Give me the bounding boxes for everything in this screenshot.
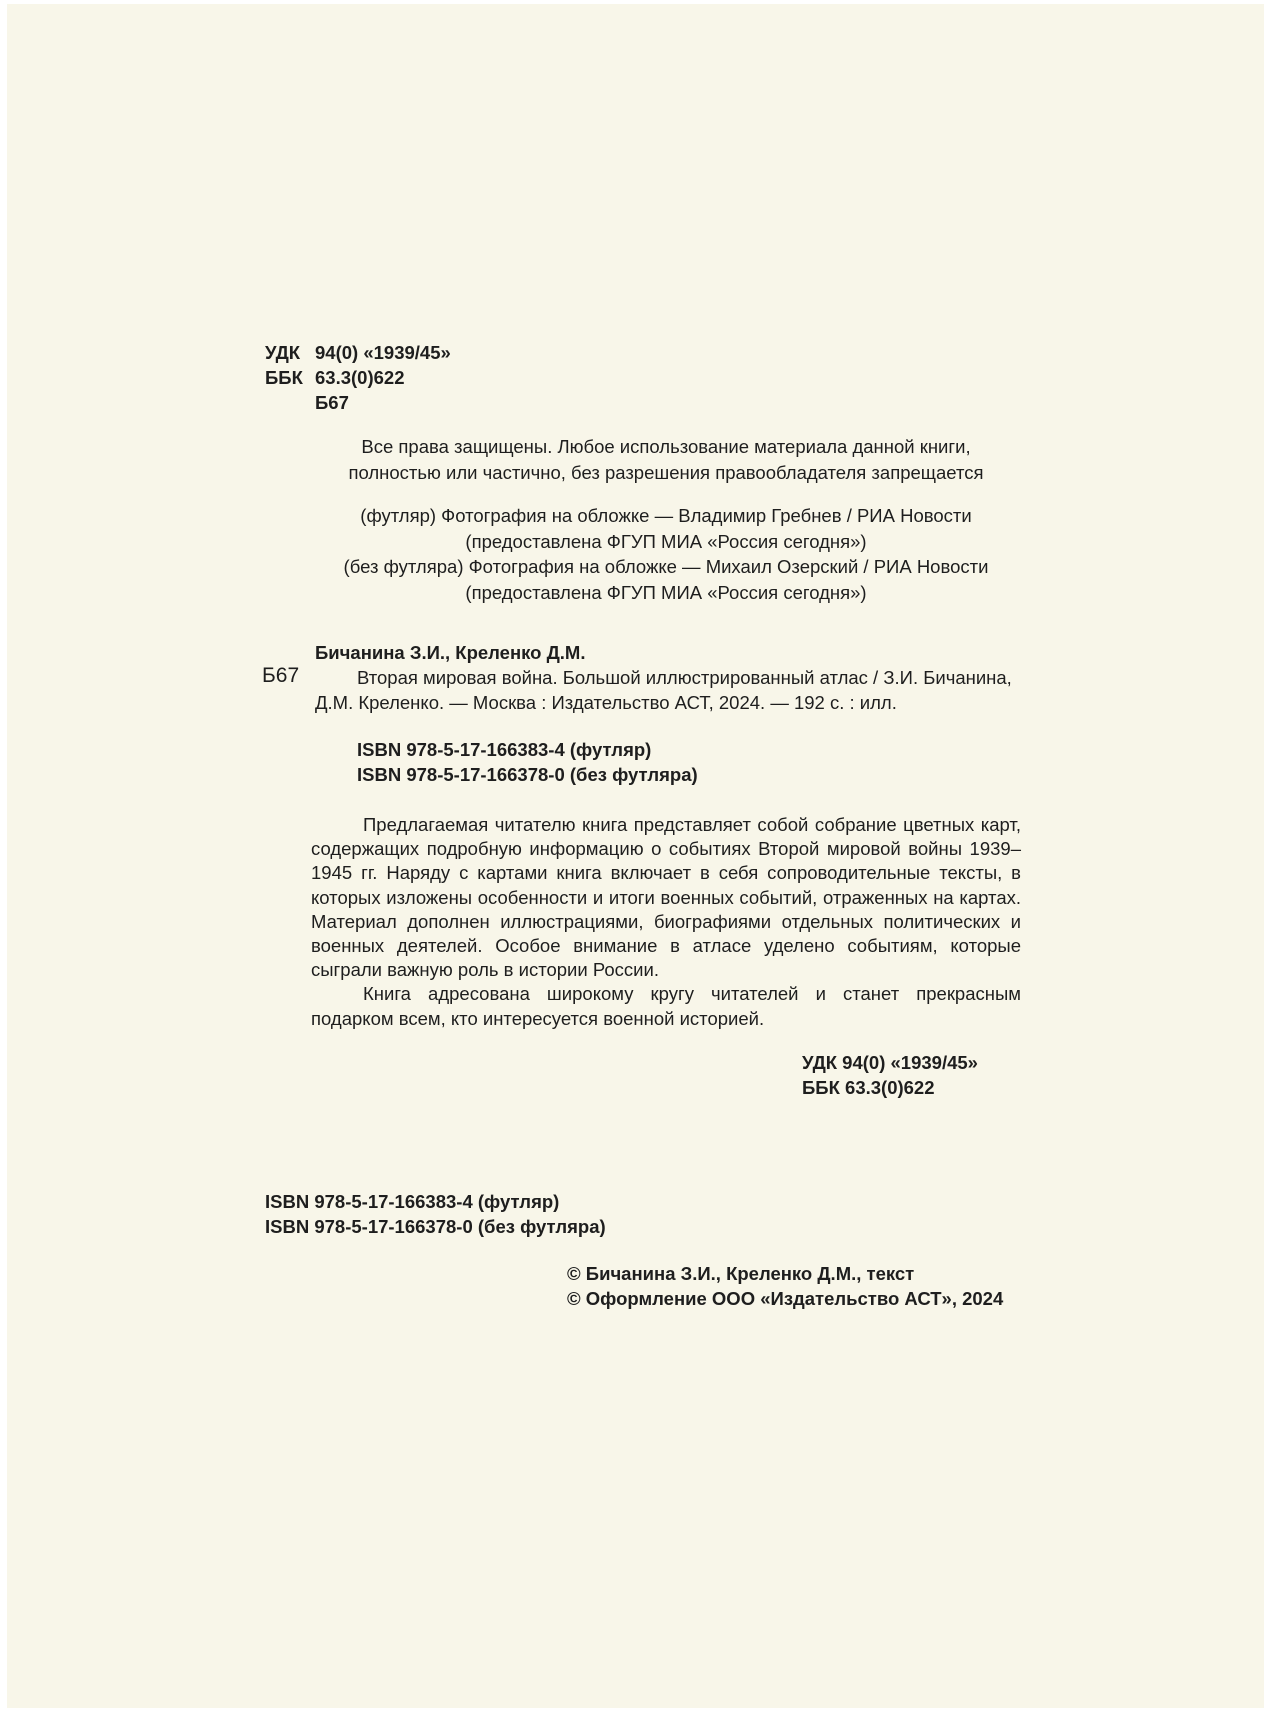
- rights-notice: [311, 434, 1021, 485]
- udk-line: [265, 342, 451, 364]
- annotation-paragraph-2: Книга адресована широкому кругу читателей и станет прекрасным подарком всем, кто интересуется военной историей.: [311, 983, 1021, 1029]
- rights-line-2: полностью или частично, без разрешения правообладателя запрещается: [348, 461, 984, 483]
- photo-credit-line-3: (без футляра) Фотография на обложке — Михаил Озерский / РИА Новости: [343, 556, 989, 577]
- photo-credit-line-2: (предоставлена ФГУП МИА «Россия сегодня»): [465, 530, 867, 552]
- rights-line-1: Все права защищены. Любое использование материала данной книги,: [361, 436, 971, 457]
- photo-credits: [311, 503, 1021, 605]
- catalog-authors: Бичанина З.И., Креленко Д.М.: [315, 642, 586, 663]
- author-sign: Б67: [315, 392, 349, 413]
- annotation-paragraph-1: Предлагаемая читателю книга представляет собой собрание цветных карт, содержащих подробную информацию о событиях Второй мировой войны 1939–1945 гг. Наряду с картами книга включает в себя сопроводительные тексты, в которых изложены особенности и итоги военных событий, отраженных на картах. Материал дополнен иллюстрациями, биографиями отдельных политических и военных деятелей. Особое внимание в атласе уделено событиям, которые сыграли важную роль в истории России.: [311, 814, 1021, 981]
- catalog-sign: Б67: [262, 664, 300, 687]
- annotation-bbk: ББК 63.3(0)622: [802, 1077, 935, 1098]
- catalog-desc-line-2: Д.М. Креленко. — Москва : Издательство АСТ, 2024. — 192 с. : илл.: [315, 692, 897, 713]
- bbk-label: ББК: [265, 367, 303, 388]
- catalog-isbn-1: ISBN 978-5-17-166383-4 (футляр): [357, 739, 652, 760]
- annotation-udk: УДК 94(0) «1939/45»: [802, 1052, 978, 1073]
- copyright-line-1: © Бичанина З.И., Креленко Д.М., текст: [567, 1263, 915, 1284]
- copyright-line-2: © Оформление ООО «Издательство АСТ», 2024: [567, 1288, 1004, 1309]
- footer-isbn-1: ISBN 978-5-17-166383-4 (футляр): [265, 1191, 560, 1212]
- annotation: [311, 813, 1021, 1031]
- footer-isbn-2: ISBN 978-5-17-166378-0 (без футляра): [265, 1216, 606, 1237]
- bbk-line: [265, 367, 404, 389]
- photo-credit-line-1: (футляр) Фотография на обложке — Владимир Гребнев / РИА Новости: [360, 505, 972, 526]
- udk-value: 94(0) «1939/45»: [315, 342, 451, 363]
- bbk-value: 63.3(0)622: [315, 367, 405, 388]
- catalog-isbn-2: ISBN 978-5-17-166378-0 (без футляра): [357, 764, 698, 785]
- catalog-desc-line-1: Вторая мировая война. Большой иллюстрированный атлас / З.И. Бичанина,: [357, 667, 1012, 688]
- photo-credit-line-4: (предоставлена ФГУП МИА «Россия сегодня»): [465, 581, 867, 603]
- udk-label: УДК: [265, 342, 301, 363]
